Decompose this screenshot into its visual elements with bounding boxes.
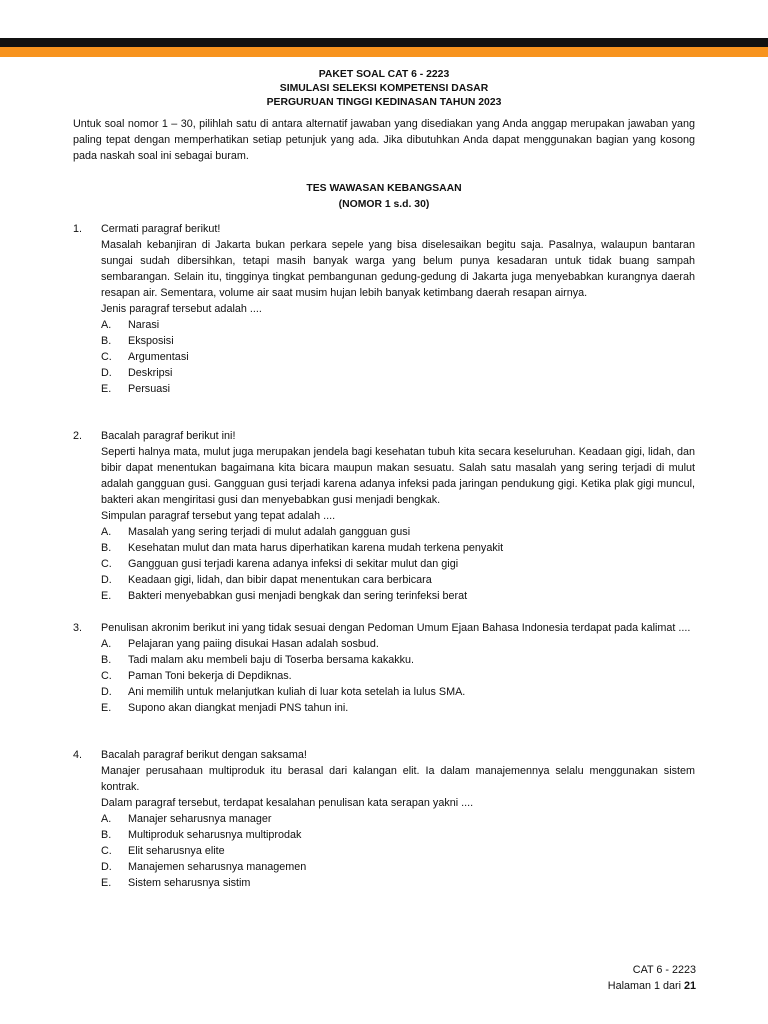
option-text: Supono akan diangkat menjadi PNS tahun ini. — [128, 702, 349, 714]
option-letter: C. — [101, 351, 112, 363]
option-letter: A. — [101, 319, 112, 331]
option-e[interactable] — [101, 700, 695, 716]
option-e[interactable] — [101, 381, 695, 397]
instructions-paragraph: Untuk soal nomor 1 – 30, pilihlah satu di antara alternatif jawaban yang disediakan yang Anda anggap merupakan jawaban yang paling tepat dengan memperhatikan setiap petunjuk yang ada. Jika dibutuhkan Anda dapat menggunakan bagian yang kosong pada naskah soal ini sebagai buram. — [73, 118, 695, 162]
question-number: 4. — [73, 749, 83, 761]
option-text: Manajemen seharusnya managemen — [128, 861, 307, 873]
page-footer — [608, 962, 696, 994]
option-letter: E. — [101, 877, 112, 889]
question-stem: Jenis paragraf tersebut adalah .... — [101, 303, 262, 315]
option-d[interactable] — [101, 365, 695, 381]
footer-code: CAT 6 - 2223 — [632, 964, 696, 976]
question-prompt: Cermati paragraf berikut! — [101, 223, 221, 235]
option-text: Manajer seharusnya manager — [128, 813, 272, 825]
option-e[interactable] — [101, 875, 695, 891]
option-text: Paman Toni bekerja di Depdiknas. — [128, 670, 292, 682]
question-number: 3. — [73, 622, 83, 634]
option-text: Persuasi — [128, 383, 171, 395]
option-b[interactable] — [101, 333, 695, 349]
page-total: 21 — [683, 980, 696, 992]
option-a[interactable] — [101, 636, 695, 652]
option-letter: C. — [101, 558, 112, 570]
option-e[interactable] — [101, 588, 695, 604]
option-text: Deskripsi — [128, 367, 173, 379]
question-stem: Simpulan paragraf tersebut yang tepat adalah .... — [101, 510, 336, 522]
option-d[interactable] — [101, 684, 695, 700]
option-letter: E. — [101, 702, 112, 714]
option-text: Elit seharusnya elite — [128, 845, 225, 857]
option-letter: B. — [101, 829, 112, 841]
option-letter: A. — [101, 638, 112, 650]
option-text: Argumentasi — [128, 351, 189, 363]
header-line-2: SIMULASI SELEKSI KOMPETENSI DASAR — [279, 83, 489, 94]
question-passage: Seperti halnya mata, mulut juga merupakan jendela bagi kesehatan tubuh kita secara keseluruhan. Keadaan gigi, lidah, dan bibir dapat menentukan bagaimana kita bicara maupun makan sesuatu. Salah satu masalah yang sering terjadi di mulut adalah gangguan gusi. Gangguan gusi terjadi karena adanya infeksi pada jaringan pendukung gigi. Ketika plak gigi muncul, bakteri akan mengiritasi gusi dan menyebabkan gusi menjadi bengkak. — [101, 446, 695, 506]
option-letter: D. — [101, 574, 112, 586]
option-letter: D. — [101, 367, 112, 379]
question-number: 2. — [73, 430, 83, 442]
option-b[interactable] — [101, 827, 695, 843]
question-2 — [73, 428, 695, 604]
question-passage: Masalah kebanjiran di Jakarta bukan perkara sepele yang bisa diselesaikan begitu saja. Pasalnya, walaupun bantaran sungai sudah dibersihkan, tetapi masih banyak warga yang belum punya kesadaran untuk tidak buang sampah sembarangan. Selain itu, tingginya tingkat pembangunan gedung-gedung di Jakarta juga menyebabkan kurangnya daerah resapan air. Sementara, volume air saat musim hujan lebih banyak ketimbang daerah resapan airnya. — [101, 239, 695, 299]
option-text: Narasi — [128, 319, 160, 331]
option-text: Eksposisi — [128, 335, 174, 347]
option-text: Ani memilih untuk melanjutkan kuliah di luar kota setelah ia lulus SMA. — [128, 686, 466, 698]
option-letter: B. — [101, 542, 112, 554]
header-line-3: PERGURUAN TINGGI KEDINASAN TAHUN 2023 — [266, 97, 502, 108]
option-a[interactable] — [101, 317, 695, 333]
option-letter: A. — [101, 526, 112, 538]
question-stem: Dalam paragraf tersebut, terdapat kesalahan penulisan kata serapan yakni .... — [101, 797, 474, 809]
option-text: Kesehatan mulut dan mata harus diperhatikan karena mudah terkena penyakit — [128, 542, 504, 554]
question-prompt: Bacalah paragraf berikut dengan saksama! — [101, 749, 307, 761]
option-letter: E. — [101, 590, 112, 602]
option-c[interactable] — [101, 556, 695, 572]
option-letter: A. — [101, 813, 112, 825]
option-letter: E. — [101, 383, 112, 395]
question-number: 1. — [73, 223, 83, 235]
option-a[interactable] — [101, 811, 695, 827]
option-text: Bakteri menyebabkan gusi menjadi bengkak dan sering terinfeksi berat — [128, 590, 468, 602]
section-title: TES WAWASAN KEBANGSAAN — [306, 183, 462, 194]
question-stem: Penulisan akronim berikut ini yang tidak sesuai dengan Pedoman Umum Ejaan Bahasa Indonesia terdapat pada kalimat .... — [101, 622, 691, 634]
question-prompt: Bacalah paragraf berikut ini! — [101, 430, 236, 442]
option-text: Keadaan gigi, lidah, dan bibir dapat menentukan cara berbicara — [128, 574, 432, 586]
option-text: Masalah yang sering terjadi di mulut adalah gangguan gusi — [128, 526, 411, 538]
page-number — [608, 978, 696, 994]
document-header — [0, 68, 768, 110]
option-b[interactable] — [101, 540, 695, 556]
top-bar-orange — [0, 47, 768, 57]
option-d[interactable] — [101, 859, 695, 875]
question-1 — [73, 221, 695, 397]
option-text: Tadi malam aku membeli baju di Toserba bersama kakakku. — [128, 654, 415, 666]
option-c[interactable] — [101, 668, 695, 684]
section-heading — [0, 181, 768, 213]
option-d[interactable] — [101, 572, 695, 588]
option-letter: C. — [101, 670, 112, 682]
option-a[interactable] — [101, 524, 695, 540]
option-letter: B. — [101, 654, 112, 666]
question-passage: Manajer perusahaan multiproduk itu berasal dari kalangan elit. Ia dalam manajemennya selalu menggunakan sistem kontrak. — [101, 765, 695, 793]
option-text: Sistem seharusnya sistim — [128, 877, 251, 889]
question-3 — [73, 620, 695, 716]
option-letter: B. — [101, 335, 112, 347]
option-text: Pelajaran yang paiing disukai Hasan adalah sosbud. — [128, 638, 379, 650]
option-letter: C. — [101, 845, 112, 857]
option-c[interactable] — [101, 349, 695, 365]
option-b[interactable] — [101, 652, 695, 668]
option-c[interactable] — [101, 843, 695, 859]
option-letter: D. — [101, 686, 112, 698]
question-4 — [73, 747, 695, 891]
page-prefix: Halaman 1 dari — [607, 980, 681, 992]
top-bar-black — [0, 38, 768, 47]
option-text: Multiproduk seharusnya multiprodak — [128, 829, 302, 841]
option-text: Gangguan gusi terjadi karena adanya infeksi di sekitar mulut dan gigi — [128, 558, 459, 570]
header-line-1: PAKET SOAL CAT 6 - 2223 — [318, 69, 450, 80]
section-subtitle: (NOMOR 1 s.d. 30) — [338, 199, 430, 210]
option-letter: D. — [101, 861, 112, 873]
